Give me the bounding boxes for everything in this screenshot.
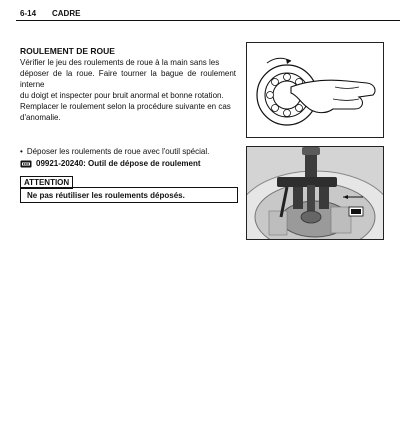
page-header: [16, 4, 400, 21]
section-paragraph: [20, 57, 236, 123]
bearing-remover-drawing: [247, 147, 383, 239]
paragraph-line: d'anomalie.: [20, 113, 61, 122]
paragraph-line: du doigt et inspecter pour bruit anormal et bonne rotation.: [20, 91, 224, 100]
bullet-symbol: •: [20, 147, 23, 156]
attention-label: ATTENTION: [20, 176, 73, 189]
instruction-bullet: [20, 147, 209, 156]
chapter-title: CADRE: [52, 9, 81, 18]
special-tool-icon: [20, 160, 32, 168]
paragraph-line: déposer de la roue. Faire tourner la bague de roulement interne: [20, 69, 236, 89]
special-tool-line: [20, 159, 201, 168]
bearing-drawing: [247, 43, 383, 137]
bearing-check-illustration: [246, 42, 384, 138]
bearing-removal-photo: [246, 146, 384, 240]
paragraph-line: Remplacer le roulement selon la procédure suivante en cas: [20, 102, 231, 111]
special-tool-text: 09921-20240: Outil de dépose de roulement: [36, 159, 201, 168]
attention-text: Ne pas réutiliser les roulements déposés.: [27, 191, 185, 200]
bullet-text: Déposer les roulements de roue avec l'outil spécial.: [26, 147, 210, 156]
section-title: ROULEMENT DE ROUE: [20, 46, 115, 56]
page-number: 6-14: [20, 9, 37, 18]
attention-box: [20, 187, 238, 203]
paragraph-line: Vérifier le jeu des roulements de roue à la main sans les: [20, 58, 220, 67]
